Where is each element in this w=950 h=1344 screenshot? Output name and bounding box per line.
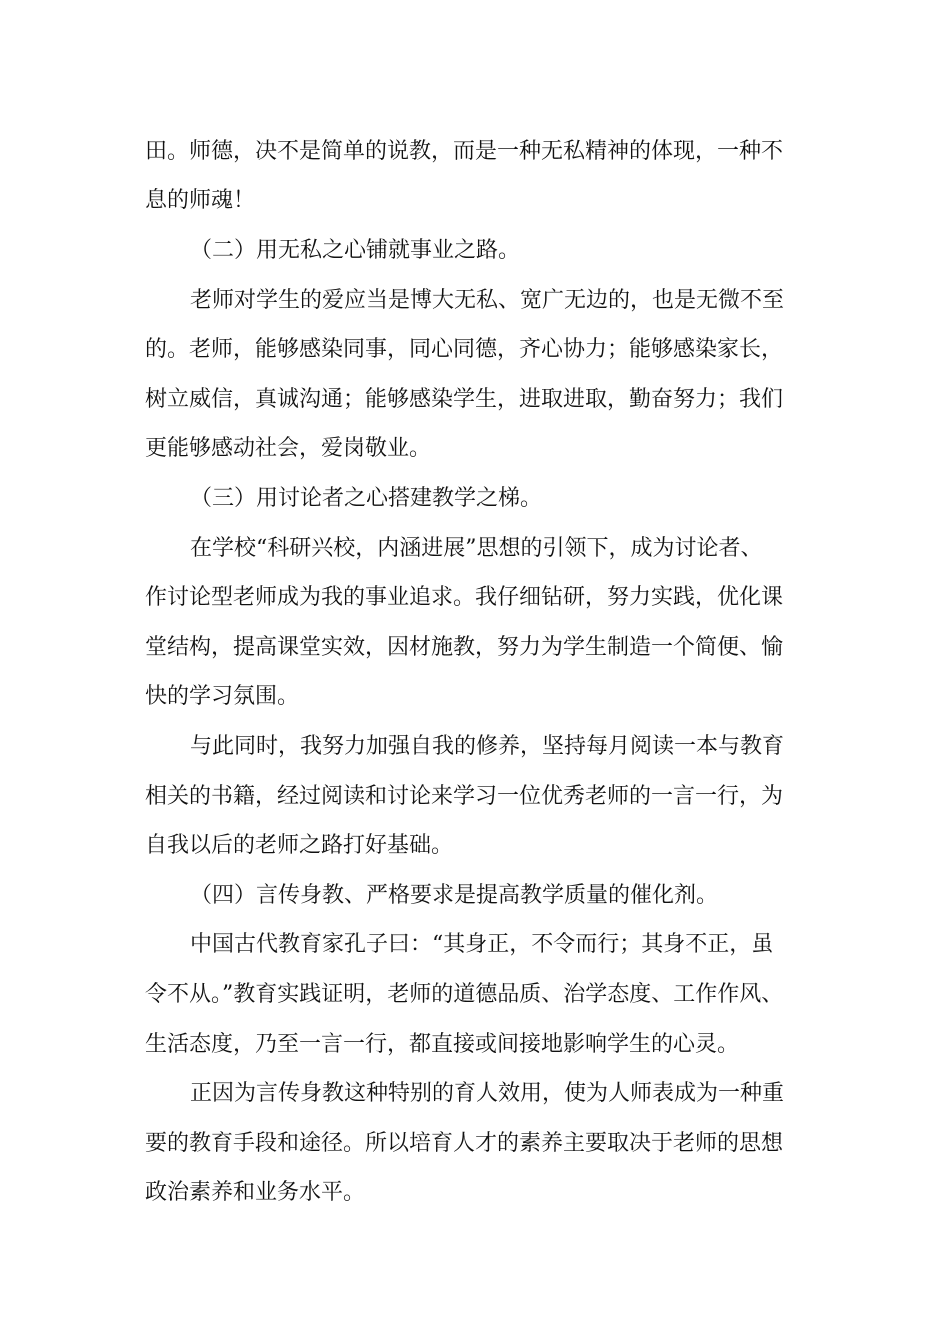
text-line: 生活态度，乃至一言一行，都直接或间接地影响学生的心灵。 bbox=[145, 1032, 740, 1057]
text-line: 正因为言传身教这种特别的育人效用，使为人师表成为一种重 bbox=[190, 1081, 785, 1106]
section-heading: （四）言传身教、严格要求是提高教学质量的催化剂。 bbox=[190, 883, 719, 908]
text-line: 更能够感动社会，爱岗敬业。 bbox=[145, 436, 432, 461]
text-line: 作讨论型老师成为我的事业追求。我仔细钻研，努力实践，优化课 bbox=[145, 585, 784, 610]
section-heading: （二）用无私之心铺就事业之路。 bbox=[190, 238, 521, 263]
text-line: 树立威信，真诚沟通；能够感染学生，进取进取，勤奋努力；我们 bbox=[145, 387, 784, 412]
text-line: 政治素养和业务水平。 bbox=[145, 1180, 366, 1205]
text-line: 与此同时，我努力加强自我的修养，坚持每月阅读一本与教育 bbox=[190, 734, 785, 759]
text-line: 老师对学生的爱应当是博大无私、宽广无边的，也是无微不至 bbox=[190, 288, 785, 313]
text-line: 中国古代教育家孔子曰：“其身正，不令而行；其身不正，虽 bbox=[190, 932, 774, 957]
text-line: 堂结构，提高课堂实效，因材施教，努力为学生制造一个简便、愉 bbox=[145, 635, 784, 660]
text-line: 在学校“科研兴校，内涵进展”思想的引领下，成为讨论者、 bbox=[190, 536, 763, 561]
text-line: 快的学习氛围。 bbox=[145, 684, 300, 709]
text-line: 的。老师，能够感染同事，同心同德，齐心协力；能够感染家长， bbox=[145, 337, 784, 362]
text-line: 相关的书籍，经过阅读和讨论来学习一位优秀老师的一言一行，为 bbox=[145, 784, 784, 809]
text-line: 田。师德，决不是简单的说教，而是一种无私精神的体现，一种不 bbox=[145, 139, 784, 164]
text-line: 令不从。”教育实践证明，老师的道德品质、治学态度、工作作风、 bbox=[145, 982, 784, 1007]
text-line: 息的师魂！ bbox=[145, 188, 256, 213]
section-heading: （三）用讨论者之心搭建教学之梯。 bbox=[190, 486, 543, 511]
text-line: 要的教育手段和途径。所以培育人才的素养主要取决于老师的思想 bbox=[145, 1131, 784, 1156]
text-line: 自我以后的老师之路打好基础。 bbox=[145, 833, 454, 858]
